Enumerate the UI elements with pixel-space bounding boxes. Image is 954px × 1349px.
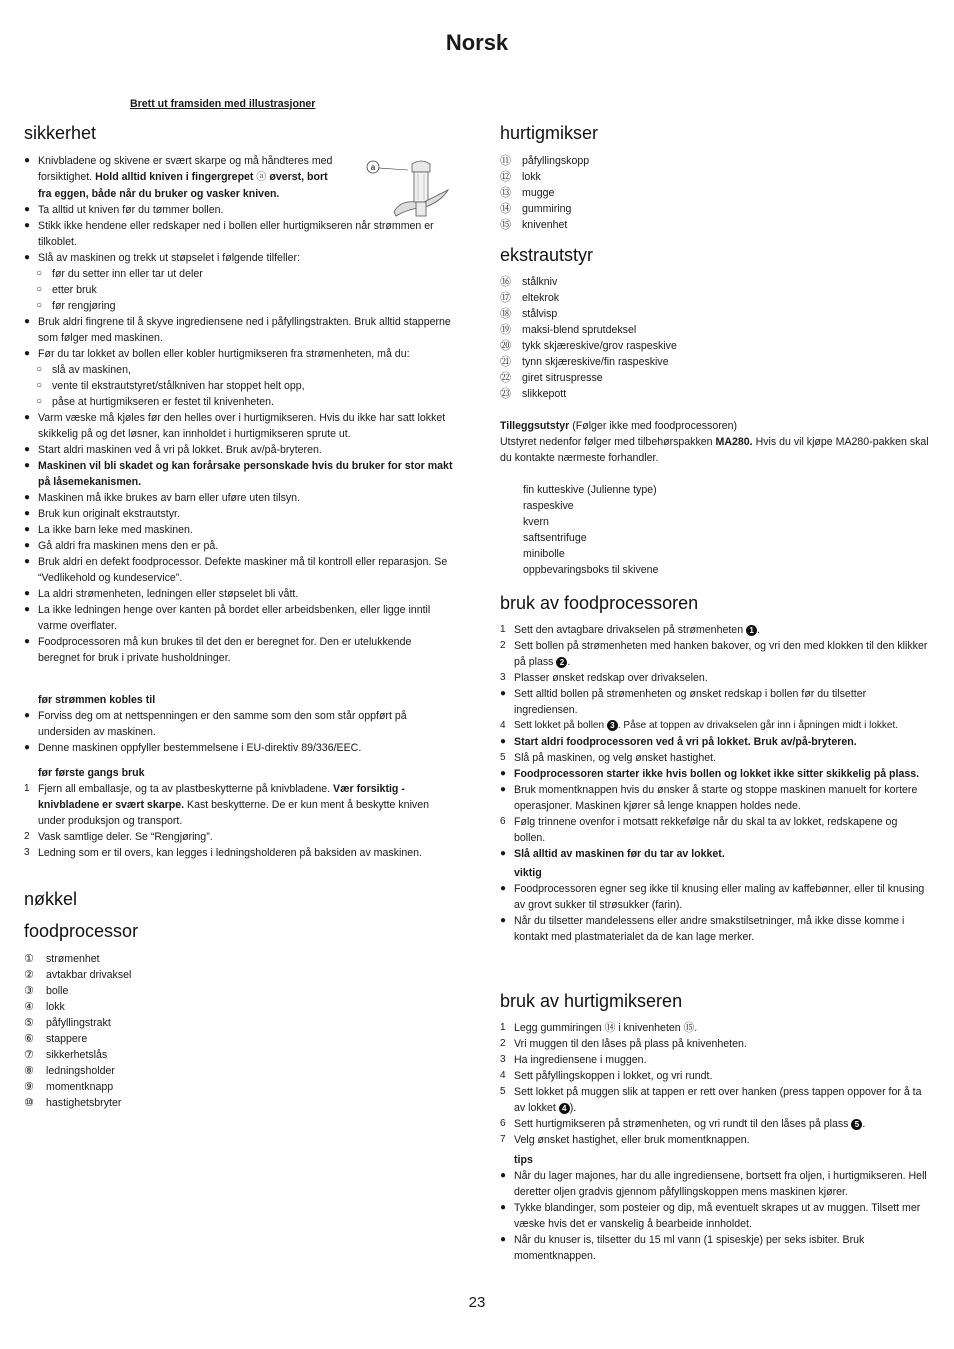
number-marker-icon: ㉓ bbox=[500, 388, 511, 400]
list-item bbox=[500, 274, 930, 290]
step-item: 2 Sett bollen på strømenheten med hanken bakover, og vri den med klokken til den klikker på plass 2 . bbox=[500, 640, 928, 668]
list-subitem: ○ påse at hurtigmikseren er festet til knivenheten. bbox=[36, 396, 274, 408]
list-item: ● Når du lager majones, har du alle ingrediensene, bortsett fra oljen, i hurtigmikseren. Hell deretter oljen gradvis gjennom påfyllingskoppen mens maskinen kjører. bbox=[500, 1170, 927, 1198]
step-item: 4 Sett påfyllingskoppen i lokket, og vri rundt. bbox=[500, 1070, 713, 1082]
badge-4-icon: 4 bbox=[559, 1103, 570, 1114]
step-item: 2 Vri muggen til den låses på plass på knivenheten. bbox=[500, 1038, 747, 1050]
optional-items-list bbox=[523, 482, 930, 578]
list-item bbox=[500, 354, 930, 370]
list-item bbox=[24, 951, 456, 967]
step-item: 2 Vask samtlige deler. Se “Rengjøring”. bbox=[24, 831, 213, 843]
list-item: minibolle bbox=[523, 548, 565, 560]
list-item: ● Start aldri maskinen ved å vri på lokket. Bruk av/på-bryteren. bbox=[24, 444, 322, 456]
list-item bbox=[24, 983, 456, 999]
list-item-label: stålkniv bbox=[522, 276, 558, 288]
list-item bbox=[24, 1015, 456, 1031]
list-item: ● Tykke blandinger, som posteier og dip, må eventuelt skrapes ut av muggen. Tilsett mer væske hvis det er vanskelig å bearbeide innholdet. bbox=[500, 1202, 921, 1230]
list-item: ● Forviss deg om at nettspenningen er den samme som den som står oppført på undersiden av maskinen. bbox=[24, 710, 407, 738]
number-marker-icon: ① bbox=[24, 953, 34, 965]
fold-out-note: Brett ut framsiden med illustrasjoner bbox=[130, 98, 316, 110]
list-item: kvern bbox=[523, 516, 549, 528]
list-item bbox=[24, 1031, 456, 1047]
list-item: ● Foodprocessoren egner seg ikke til knusing eller maling av kaffebønner, eller til knusing av grovt sukker til strøsukker (farin). bbox=[500, 883, 925, 911]
list-item: ● La ikke barn leke med maskinen. bbox=[24, 524, 193, 536]
list-item-label: momentknapp bbox=[46, 1081, 114, 1093]
step-item: 1 Legg gummiringen ⑭ i knivenheten ⑮. bbox=[500, 1022, 698, 1034]
step-item: 5 Slå på maskinen, og velg ønsket hastighet. bbox=[500, 752, 716, 764]
list-item-label: sikkerhetslås bbox=[46, 1049, 108, 1061]
step-item: 6 Følg trinnene ovenfor i motsatt rekkefølge når du skal ta av lokket, redskapene og bollen. bbox=[500, 816, 898, 844]
list-item-label: ledningsholder bbox=[46, 1065, 115, 1077]
list-item-label: hastighetsbryter bbox=[46, 1097, 122, 1109]
model-name: MA280. bbox=[715, 436, 753, 448]
list-item: ● Denne maskinen oppfyller bestemmelsene i EU-direktiv 89/336/EEC. bbox=[24, 742, 362, 754]
list-item-label: gummiring bbox=[522, 203, 572, 215]
list-item-label: stappere bbox=[46, 1033, 88, 1045]
list-item: fin kutteskive (Julienne type) bbox=[523, 484, 657, 496]
list-item bbox=[24, 1079, 456, 1095]
list-item: saftsentrifuge bbox=[523, 532, 587, 544]
number-marker-icon: ⑬ bbox=[500, 187, 511, 199]
number-marker-icon: ⑪ bbox=[500, 155, 511, 167]
list-item-label: bolle bbox=[46, 985, 69, 997]
list-item bbox=[500, 306, 930, 322]
list-item bbox=[500, 338, 930, 354]
list-item: ● Slå alltid av maskinen før du tar av lokket. bbox=[500, 848, 725, 860]
number-marker-icon: ⑥ bbox=[24, 1033, 34, 1045]
list-item: ● Varm væske må kjøles før den helles over i hurtigmikseren. Hvis du ikke har satt lokket skikkelig på og det løsner, kan innholdet i hurtigmikseren sprute ut. bbox=[24, 412, 446, 440]
list-item bbox=[500, 386, 930, 402]
list-subitem: ○ slå av maskinen, bbox=[36, 364, 131, 376]
list-item: ● Slå av maskinen og trekk ut støpselet i følgende tilfeller: bbox=[24, 252, 301, 264]
list-item: ● Før du tar lokket av bollen eller kobler hurtigmikseren fra strømenheten, må du: bbox=[24, 348, 410, 360]
knife-icon bbox=[366, 156, 456, 224]
number-marker-icon: ⑰ bbox=[500, 292, 511, 304]
number-marker-icon: ⑮ bbox=[500, 219, 511, 231]
list-item-label: maksi-blend sprutdeksel bbox=[522, 324, 637, 336]
list-item: ● Maskinen vil bli skadet og kan forårsake personskade hvis du bruker for stor makt på låsemekanismen. bbox=[24, 460, 453, 488]
list-item bbox=[24, 967, 456, 983]
list-subitem: ○ før rengjøring bbox=[36, 300, 116, 312]
list-item: ● Maskinen må ikke brukes av barn eller uføre uten tilsyn. bbox=[24, 492, 301, 504]
first-use-section bbox=[24, 765, 456, 861]
list-item: ● Sett alltid bollen på strømenheten og ønsket redskap i bollen før du tilsetter ingrediensen. bbox=[500, 688, 867, 716]
list-item: ● La ikke ledningen henge over kanten på bordet eller arbeidsbenken, eller ligge inntil varme overflater. bbox=[24, 604, 431, 632]
list-item: ● Når du knuser is, tilsetter du 15 ml vann (1 spiseskje) per seks isbiter. Bruk momentknappen. bbox=[500, 1234, 865, 1262]
number-marker-icon: ⑱ bbox=[500, 308, 511, 320]
badge-5-icon: 5 bbox=[851, 1119, 862, 1130]
number-marker-icon: ⑧ bbox=[24, 1065, 34, 1077]
foodprocessor-parts-list bbox=[24, 951, 456, 1111]
number-marker-icon: ⑯ bbox=[500, 276, 511, 288]
foodprocessor-heading: foodprocessor bbox=[24, 921, 139, 941]
page-number: 23 bbox=[468, 1294, 486, 1311]
optional-paren: (Følger ikke med foodprocessoren) bbox=[572, 420, 738, 432]
use-foodprocessor-heading: bruk av foodprocessoren bbox=[500, 593, 699, 613]
list-item bbox=[500, 370, 930, 386]
optional-text: Utstyret nedenfor følger med tilbehørspakken bbox=[500, 436, 713, 448]
list-item: ● Knivbladene og skivene er svært skarpe og må håndteres med forsiktighet. Hold alltid kniven i fingergrepet ⓐ øverst, bort fra eggen, både når du bruker og vasker kniven. bbox=[24, 155, 333, 200]
optional-text: Hvis du vil kjøpe MA280-pakken skal du kontakte nærmeste forhandler. bbox=[500, 436, 929, 464]
safety-heading: sikkerhet bbox=[24, 123, 97, 143]
ref-a-icon: ⓐ bbox=[256, 172, 267, 183]
step-item: 5 Sett lokket på muggen slik at tappen er rett over hanken (press tappen oppover for å ta av lokket 4 ). bbox=[500, 1086, 922, 1114]
use-blender-steps bbox=[500, 1020, 930, 1264]
list-item: ● Bruk kun originalt ekstrautstyr. bbox=[24, 508, 180, 520]
list-item bbox=[500, 290, 930, 306]
blender-parts-list bbox=[500, 153, 930, 233]
number-marker-icon: ⑭ bbox=[500, 203, 511, 215]
step-item: 3 Ledning som er til overs, kan legges i ledningsholderen på baksiden av maskinen. bbox=[24, 847, 422, 859]
list-item-label: avtakbar drivaksel bbox=[46, 969, 132, 981]
list-item bbox=[24, 1063, 456, 1079]
list-item: ● Når du tilsetter mandelessens eller andre smakstilsetninger, må ikke disse komme i kontakt med plastmaterialet da de kan lage merker. bbox=[500, 915, 905, 943]
list-subitem: ○ vente til ekstrautstyret/stålkniven har stoppet helt opp, bbox=[36, 380, 305, 392]
safety-section bbox=[24, 122, 456, 144]
number-marker-icon: ③ bbox=[24, 985, 34, 997]
list-item bbox=[500, 185, 930, 201]
list-subitem: ○ etter bruk bbox=[36, 284, 97, 296]
use-foodprocessor-steps bbox=[500, 622, 930, 945]
number-marker-icon: ⑨ bbox=[24, 1081, 34, 1093]
safety-list bbox=[24, 153, 456, 666]
list-item bbox=[500, 217, 930, 233]
step-item: 3 Plasser ønsket redskap over drivakselen. bbox=[500, 672, 708, 684]
list-item-label: strømenhet bbox=[46, 953, 100, 965]
page-title: Norsk bbox=[445, 30, 509, 55]
key-heading: nøkkel bbox=[24, 889, 78, 909]
number-marker-icon: ② bbox=[24, 969, 34, 981]
number-marker-icon: ④ bbox=[24, 1001, 34, 1013]
optional-accessories bbox=[500, 418, 930, 466]
list-item-label: påfyllingskopp bbox=[522, 155, 590, 167]
list-item: ● Bruk aldri en defekt foodprocessor. Defekte maskiner må til kontroll eller reparasjon. Se “Vedlikehold og kundeservice”. bbox=[24, 556, 448, 584]
list-item-label: knivenhet bbox=[522, 219, 568, 231]
list-item bbox=[500, 201, 930, 217]
list-item: ● Foodprocessoren starter ikke hvis bollen og lokket ikke sitter skikkelig på plass. bbox=[500, 768, 920, 780]
list-item-label: tynn skjæreskive/fin raspeskive bbox=[522, 356, 669, 368]
svg-text:a: a bbox=[370, 163, 376, 172]
list-item: raspeskive bbox=[523, 500, 574, 512]
important-heading: viktig bbox=[514, 867, 542, 879]
list-item-label: stålvisp bbox=[522, 308, 558, 320]
list-text-bold: Hold alltid kniven i fingergrepet bbox=[95, 171, 254, 183]
list-item-label: lokk bbox=[522, 171, 541, 183]
list-item: oppbevaringsboks til skivene bbox=[523, 564, 659, 576]
power-section bbox=[24, 692, 456, 756]
foodprocessor-section bbox=[24, 920, 456, 942]
list-text: Knivbladene og skivene er svært skarpe og må håndteres med forsiktighet. bbox=[38, 155, 333, 183]
number-marker-icon: ⑤ bbox=[24, 1017, 34, 1029]
list-item-label: påfyllingstrakt bbox=[46, 1017, 111, 1029]
number-marker-icon: ⑦ bbox=[24, 1049, 34, 1061]
step-item: 4 Sett lokket på bollen 3 . Påse at toppen av drivakselen går inn i åpningen midt i lokket. bbox=[500, 720, 899, 731]
first-use-heading: før første gangs bruk bbox=[38, 767, 145, 779]
list-item: ● Stikk ikke hendene eller redskaper ned i bollen eller hurtigmikseren når strømmen er tilkoblet. bbox=[24, 220, 434, 248]
list-item bbox=[500, 153, 930, 169]
list-item bbox=[24, 1047, 456, 1063]
optional-label: Tilleggsutstyr bbox=[500, 420, 570, 432]
list-subitem: ○ før du setter inn eller tar ut deler bbox=[36, 268, 203, 280]
power-heading: før strømmen kobles til bbox=[38, 694, 156, 706]
number-marker-icon: ㉒ bbox=[500, 372, 511, 384]
list-item bbox=[24, 999, 456, 1015]
key-section bbox=[24, 888, 456, 910]
use-blender-heading: bruk av hurtigmikseren bbox=[500, 991, 683, 1011]
number-marker-icon: ⑫ bbox=[500, 171, 511, 183]
step-item: 1 Fjern all emballasje, og ta av plastbeskytterne på knivbladene. Vær forsiktig - knivbladene er svært skarpe. Kast beskytterne. De er kun ment å beskytte kniven under produksjon og transport. bbox=[24, 783, 430, 827]
list-item: ● Bruk momentknappen hvis du ønsker å starte og stoppe maskinen manuelt for kortere operasjoner. Maskinen kjører så lenge knappen holdes nede. bbox=[500, 784, 918, 812]
accessories-list bbox=[500, 274, 930, 402]
badge-2-icon: 2 bbox=[556, 657, 567, 668]
list-item bbox=[500, 169, 930, 185]
step-item: 7 Velg ønsket hastighet, eller bruk momentknappen. bbox=[500, 1134, 750, 1146]
knife-illustration bbox=[366, 156, 456, 224]
list-item bbox=[24, 1095, 456, 1111]
list-item: ● Bruk aldri fingrene til å skyve ingrediensene ned i påfyllingstrakten. Bruk alltid stapperne som følger med maskinen. bbox=[24, 316, 451, 344]
list-item: ● Ta alltid ut kniven før du tømmer bollen. bbox=[24, 204, 224, 216]
list-item-label: slikkepott bbox=[522, 388, 567, 400]
list-item-label: eltekrok bbox=[522, 292, 560, 304]
list-item-label: giret sitruspresse bbox=[522, 372, 603, 384]
list-item-label: mugge bbox=[522, 187, 555, 199]
list-item-label: lokk bbox=[46, 1001, 65, 1013]
tips-heading: tips bbox=[514, 1154, 533, 1166]
number-marker-icon: ⑩ bbox=[24, 1097, 34, 1109]
step-item: 6 Sett hurtigmikseren på strømenheten, og vri rundt til den låses på plass 5 . bbox=[500, 1118, 866, 1130]
list-item-label: tykk skjæreskive/grov raspeskive bbox=[522, 340, 677, 352]
badge-3-icon: 3 bbox=[607, 720, 618, 731]
step-item: 1 Sett den avtagbare drivakselen på strømenheten 1 . bbox=[500, 624, 760, 636]
number-marker-icon: ⑳ bbox=[500, 340, 511, 352]
step-item: 3 Ha ingrediensene i muggen. bbox=[500, 1054, 647, 1066]
list-item: ● Gå aldri fra maskinen mens den er på. bbox=[24, 540, 219, 552]
list-item: ● Foodprocessoren må kun brukes til det den er beregnet for. Den er utelukkende beregnet for bruk i private husholdninger. bbox=[24, 636, 412, 664]
badge-1-icon: 1 bbox=[746, 625, 757, 636]
list-item: ● La aldri strømenheten, ledningen eller støpselet bli vått. bbox=[24, 588, 299, 600]
blender-heading: hurtigmikser bbox=[500, 123, 599, 143]
accessories-heading: ekstrautstyr bbox=[500, 245, 594, 265]
number-marker-icon: ⑲ bbox=[500, 324, 511, 336]
list-item bbox=[500, 322, 930, 338]
list-item: ● Start aldri foodprocessoren ved å vri på lokket. Bruk av/på-bryteren. bbox=[500, 736, 857, 748]
number-marker-icon: ㉑ bbox=[500, 356, 511, 368]
list-text-bold: øverst, bort fra eggen, både når du bruker og vasker kniven. bbox=[38, 171, 328, 200]
